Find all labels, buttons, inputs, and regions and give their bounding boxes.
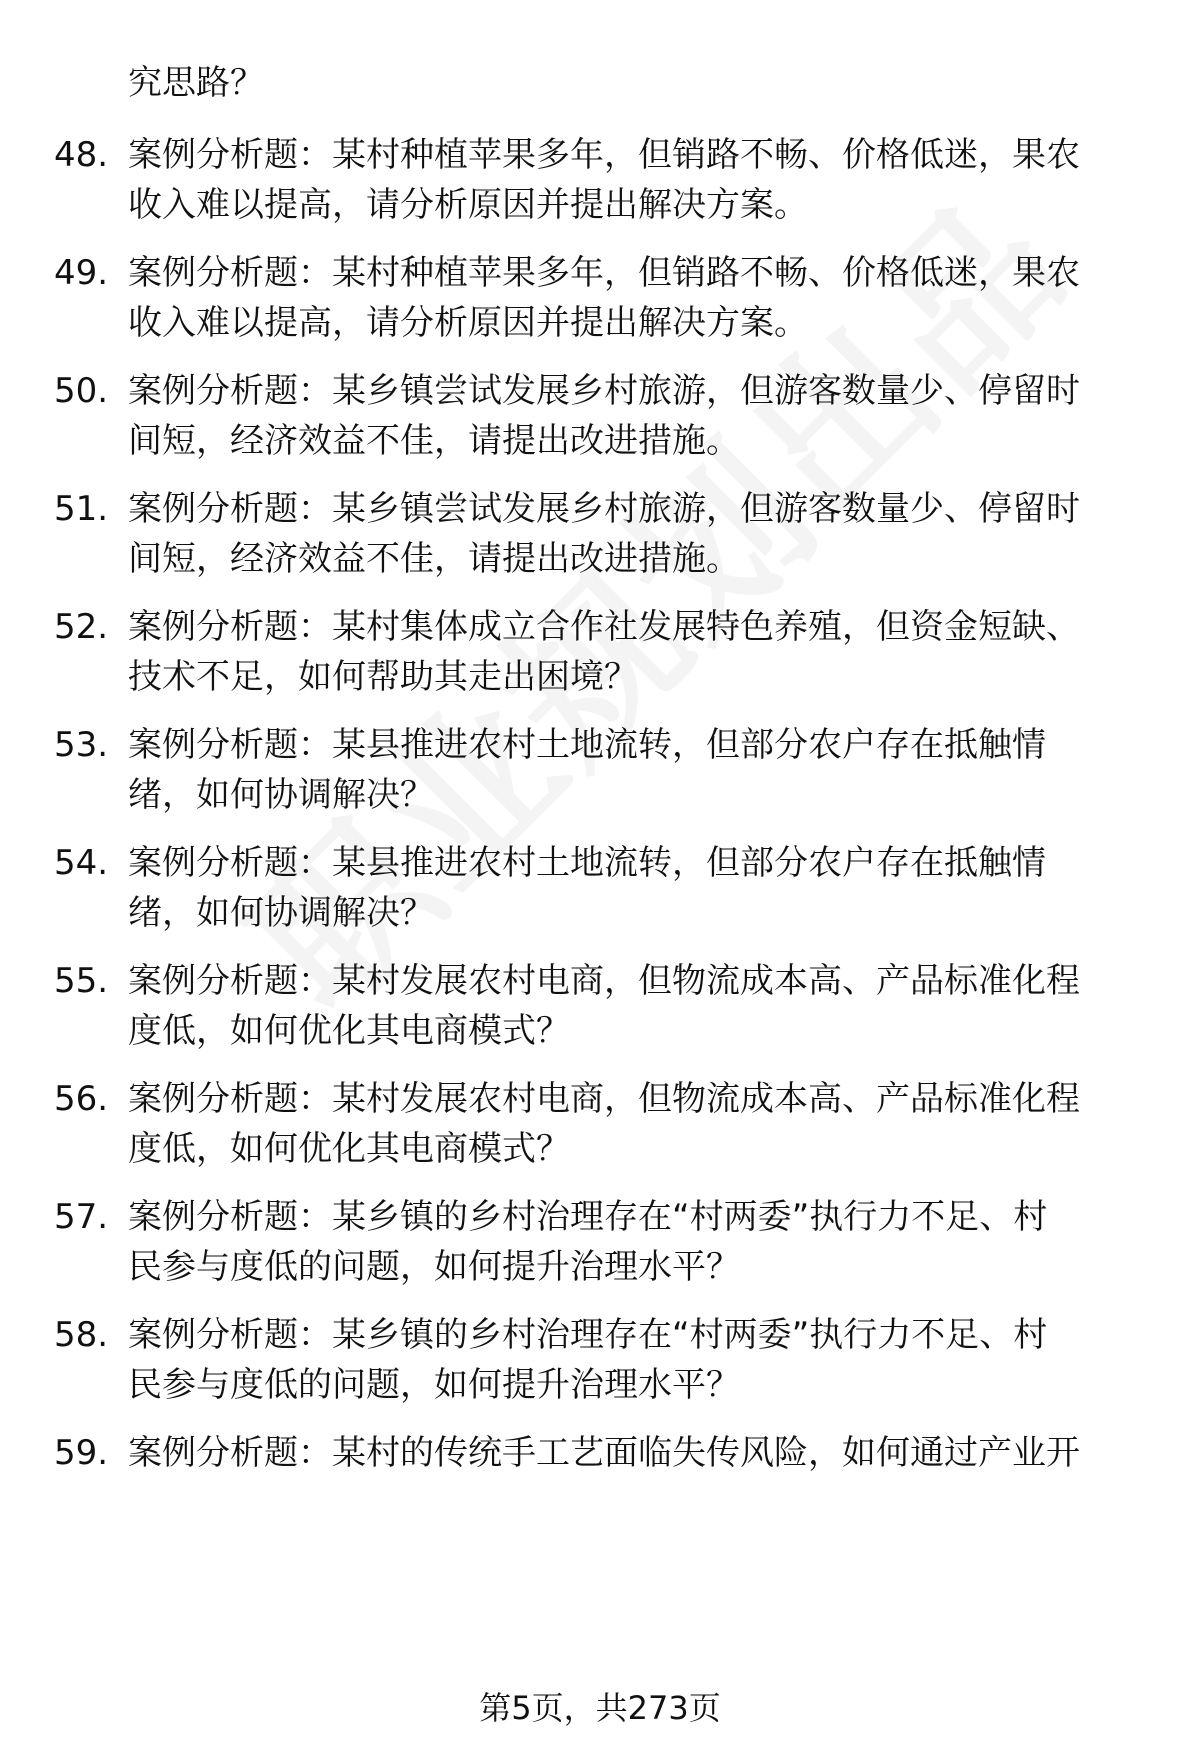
item-text-line-2: 间短，经济效益不佳，请提出改进措施。 [128, 539, 740, 579]
item-text-line-1: 案例分析题：某村发展农村电商，但物流成本高、产品标准化程 [128, 961, 1080, 1001]
continuation-line: 究思路？ [128, 63, 264, 103]
item-text-line-1: 案例分析题：某乡镇尝试发展乡村旅游，但游客数量少、停留时 [128, 489, 1080, 529]
item-text-line-1: 案例分析题：某村发展农村电商，但物流成本高、产品标准化程 [128, 1079, 1080, 1119]
item-number: 50. [54, 371, 109, 411]
item-text-line-2: 收入难以提高，请分析原因并提出解决方案。 [128, 185, 808, 225]
item-text-line-1: 案例分析题：某乡镇尝试发展乡村旅游，但游客数量少、停留时 [128, 371, 1080, 411]
item-text-line-2: 民参与度低的问题，如何提升治理水平？ [128, 1247, 740, 1287]
item-text-line-2: 收入难以提高，请分析原因并提出解决方案。 [128, 303, 808, 343]
item-text-line-2: 绪，如何协调解决？ [128, 775, 434, 815]
item-number: 53. [54, 725, 109, 765]
item-text-line-1: 案例分析题：某村的传统手工艺面临失传风险，如何通过产业开 [128, 1433, 1080, 1473]
item-text-line-1: 案例分析题：某乡镇的乡村治理存在“村两委”执行力不足、村 [128, 1197, 1048, 1237]
item-text-line-1: 案例分析题：某村集体成立合作社发展特色养殖，但资金短缺、 [128, 607, 1080, 647]
item-text-line-2: 民参与度低的问题，如何提升治理水平？ [128, 1365, 740, 1405]
item-text-line-1: 案例分析题：某乡镇的乡村治理存在“村两委”执行力不足、村 [128, 1315, 1048, 1355]
item-number: 48. [54, 135, 109, 175]
item-number: 56. [54, 1079, 109, 1119]
item-text-line-1: 案例分析题：某县推进农村土地流转，但部分农户存在抵触情 [128, 725, 1046, 765]
item-text-line-1: 案例分析题：某村种植苹果多年，但销路不畅、价格低迷，果农 [128, 253, 1080, 293]
item-number: 55. [54, 961, 109, 1001]
item-number: 57. [54, 1197, 109, 1237]
item-number: 59. [54, 1433, 109, 1473]
item-text-line-2: 度低，如何优化其电商模式？ [128, 1129, 570, 1169]
item-number: 58. [54, 1315, 109, 1355]
item-number: 52. [54, 607, 109, 647]
item-text-line-2: 绪，如何协调解决？ [128, 893, 434, 933]
item-number: 49. [54, 253, 109, 293]
item-text-line-2: 技术不足，如何帮助其走出困境？ [128, 657, 638, 697]
item-number: 54. [54, 843, 109, 883]
page-footer: 第5页，共273页 [479, 1689, 721, 1727]
item-text-line-2: 度低，如何优化其电商模式？ [128, 1011, 570, 1051]
item-text-line-2: 间短，经济效益不佳，请提出改进措施。 [128, 421, 740, 461]
item-number: 51. [54, 489, 109, 529]
item-text-line-1: 案例分析题：某村种植苹果多年，但销路不畅、价格低迷，果农 [128, 135, 1080, 175]
item-text-line-1: 案例分析题：某县推进农村土地流转，但部分农户存在抵触情 [128, 843, 1046, 883]
